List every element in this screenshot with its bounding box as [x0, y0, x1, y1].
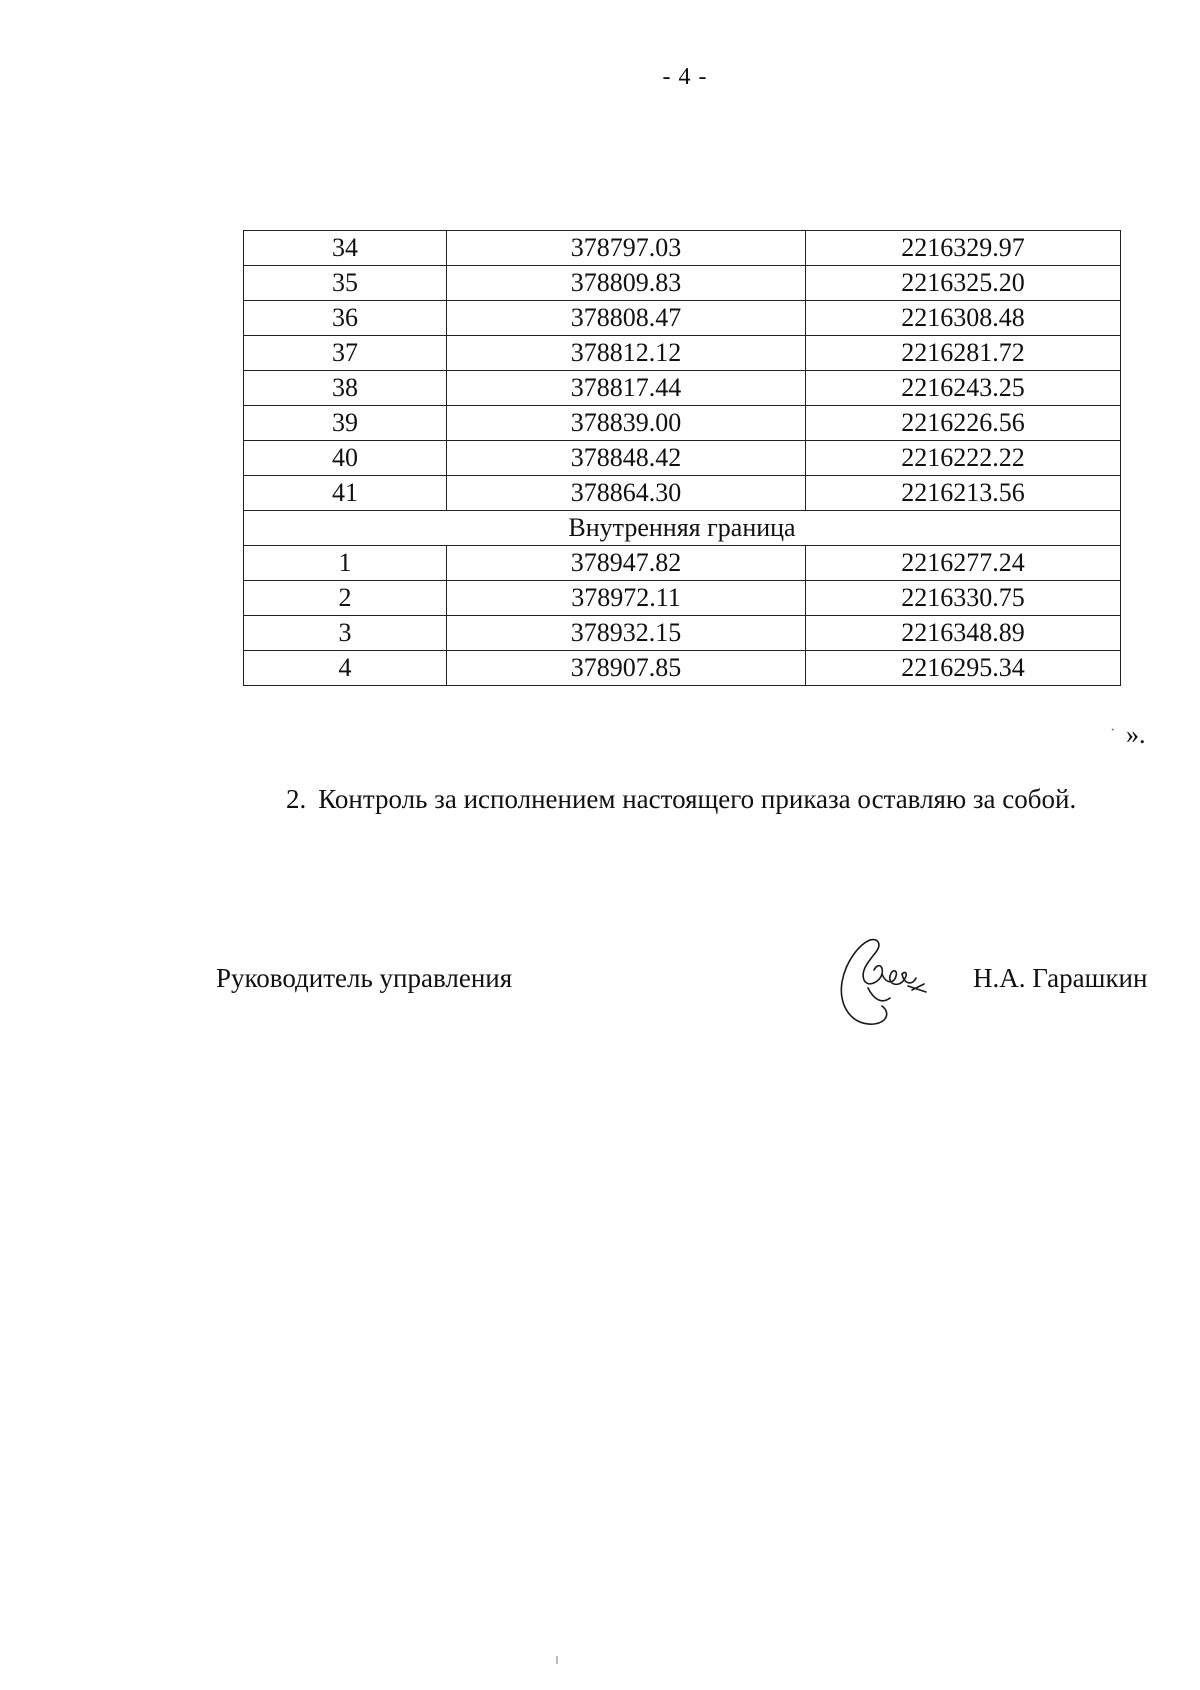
table-row	[244, 476, 1121, 511]
coord-y: 2216295.34	[806, 651, 1121, 686]
table-row	[244, 581, 1121, 616]
coord-y: 2216277.24	[806, 546, 1121, 581]
coord-y: 2216330.75	[806, 581, 1121, 616]
point-number: 39	[244, 406, 447, 441]
section-row	[244, 511, 1121, 546]
point-number: 4	[244, 651, 447, 686]
coord-x: 378848.42	[447, 441, 806, 476]
coord-x: 378797.03	[447, 231, 806, 266]
point-number: 40	[244, 441, 447, 476]
table-row	[244, 266, 1121, 301]
point-number: 36	[244, 301, 447, 336]
point-number: 35	[244, 266, 447, 301]
scan-speck	[556, 1656, 558, 1664]
coord-y: 2216281.72	[806, 336, 1121, 371]
table-row	[244, 406, 1121, 441]
coord-x: 378808.47	[447, 301, 806, 336]
coord-y: 2216348.89	[806, 616, 1121, 651]
coord-x: 378932.15	[447, 616, 806, 651]
coord-x: 378817.44	[447, 371, 806, 406]
point-number: 37	[244, 336, 447, 371]
table-row	[244, 616, 1121, 651]
table-row	[244, 441, 1121, 476]
point-number: 38	[244, 371, 447, 406]
coord-x: 378812.12	[447, 336, 806, 371]
coord-y: 2216213.56	[806, 476, 1121, 511]
handwritten-signature	[830, 930, 940, 1040]
coord-y: 2216222.22	[806, 441, 1121, 476]
signer-name: Н.А. Гарашкин	[973, 963, 1148, 993]
coord-x: 378907.85	[447, 651, 806, 686]
coord-x: 378864.30	[447, 476, 806, 511]
coord-y: 2216308.48	[806, 301, 1121, 336]
coordinates-table	[243, 230, 1121, 686]
coord-x: 378947.82	[447, 546, 806, 581]
coord-x: 378839.00	[447, 406, 806, 441]
table-row	[244, 336, 1121, 371]
clause-number: 2.	[286, 784, 307, 814]
clause-text: Контроль за исполнением настоящего приказа оставляю за собой.	[318, 784, 1077, 814]
table-row	[244, 231, 1121, 266]
point-number: 2	[244, 581, 447, 616]
clause-2	[286, 784, 1076, 815]
point-number: 41	[244, 476, 447, 511]
point-number: 3	[244, 616, 447, 651]
coord-y: 2216329.97	[806, 231, 1121, 266]
coord-x: 378809.83	[447, 266, 806, 301]
signer-position: Руководитель управления	[216, 963, 513, 993]
scan-dot: ·	[1110, 722, 1116, 739]
closing-quote: ».	[1126, 720, 1146, 749]
table-row	[244, 301, 1121, 336]
page-number: - 4 -	[662, 64, 708, 90]
coord-y: 2216325.20	[806, 266, 1121, 301]
point-number: 1	[244, 546, 447, 581]
table-row	[244, 546, 1121, 581]
coord-x: 378972.11	[447, 581, 806, 616]
table-row	[244, 651, 1121, 686]
table-row	[244, 371, 1121, 406]
coord-y: 2216243.25	[806, 371, 1121, 406]
section-label: Внутренняя граница	[244, 511, 1121, 546]
point-number: 34	[244, 231, 447, 266]
coord-y: 2216226.56	[806, 406, 1121, 441]
